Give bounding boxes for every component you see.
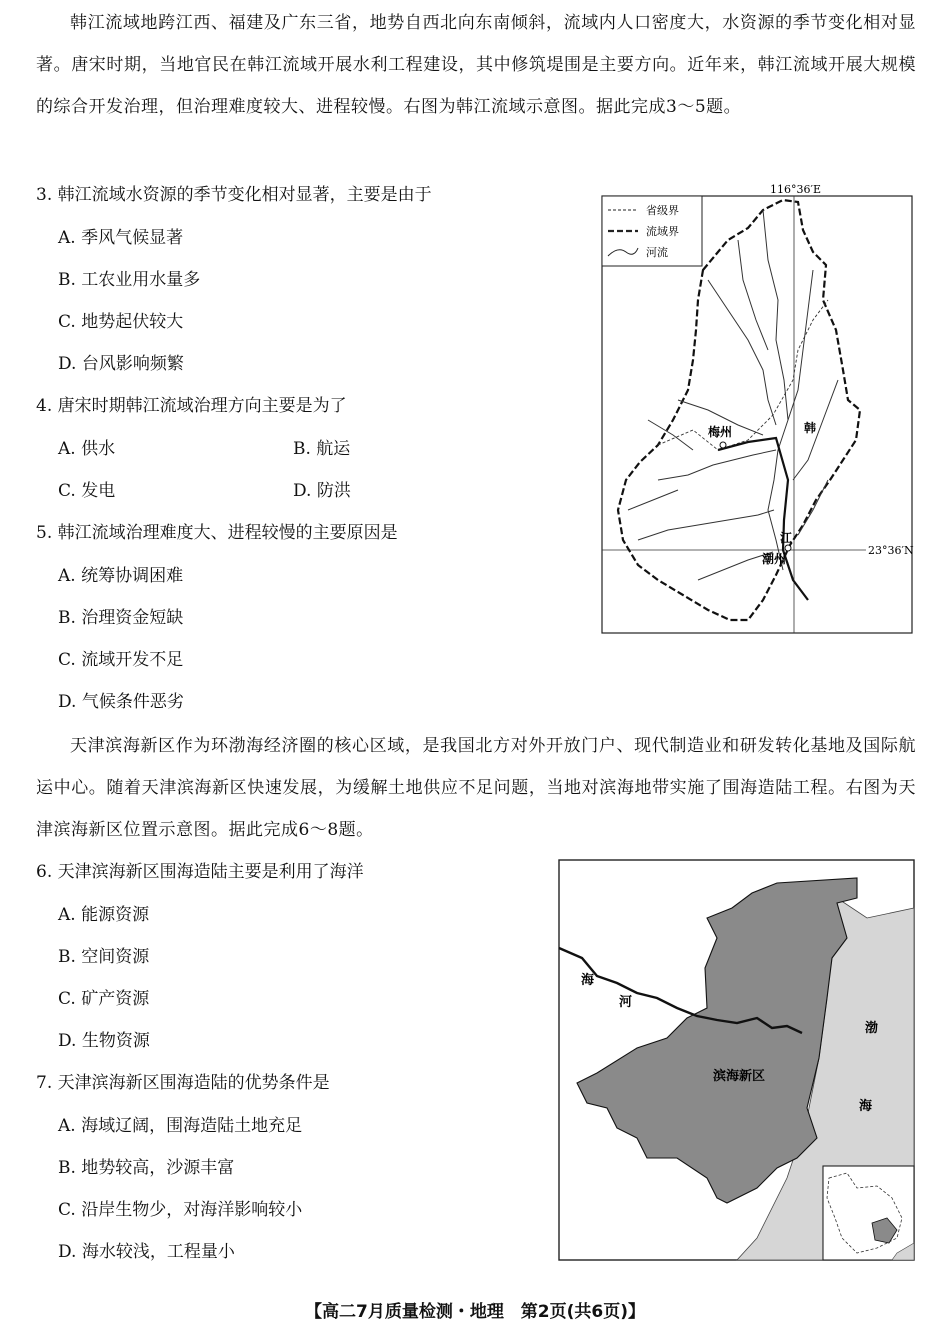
svg-text:流域界: 流域界 [646, 225, 679, 238]
river-label-jiang: 江 [780, 531, 793, 545]
question-3-option-b: B. 工农业用水量多 [58, 270, 201, 290]
page-footer: 【高二7月质量检测・地理 第2页(共6页)】 [304, 1302, 646, 1322]
svg-text:省级界: 省级界 [646, 204, 679, 217]
question-7-option-d: D. 海水较浅，工程量小 [58, 1242, 235, 1262]
question-5-option-d: D. 气候条件恶劣 [58, 692, 184, 712]
question-6-option-c: C. 矿产资源 [58, 989, 150, 1009]
sea-label-bo: 渤 [865, 1021, 879, 1036]
question-4-option-a: A. 供水 [58, 439, 116, 459]
question-6-option-d: D. 生物资源 [58, 1031, 150, 1051]
question-6-stem: 6. 天津滨海新区围海造陆主要是利用了海洋 [36, 862, 364, 882]
inset-map [823, 1166, 914, 1260]
question-6-option-b: B. 空间资源 [58, 947, 150, 967]
question-7-option-c: C. 沿岸生物少，对海洋影响较小 [58, 1200, 303, 1220]
question-7-option-a: A. 海域辽阔，围海造陆土地充足 [58, 1116, 303, 1136]
question-3-option-d: D. 台风影响频繁 [58, 354, 184, 374]
city-meizhou: 梅州 [708, 425, 733, 439]
svg-text:河流: 河流 [646, 246, 668, 259]
river-label-han: 韩 [804, 421, 817, 435]
city-chaozhou: 潮州 [762, 552, 787, 566]
question-4-option-d: D. 防洪 [293, 481, 351, 501]
question-5-option-a: A. 统筹协调困难 [58, 566, 184, 586]
passage-hanjiang: 韩江流域地跨江西、福建及广东三省，地势自西北向东南倾斜，流域内人口密度大，水资源的季节变化相对显著。唐宋时期，当地官民在韩江流域开展水利工程建设，其中修筑堤围是主要方向。近年来，韩江流域开展大规模的综合开发治理，但治理难度较大、进程较慢。右图为韩江流域示意图。据此完成3～5题。 [36, 13, 916, 117]
question-3-option-c: C. 地势起伏较大 [58, 312, 184, 332]
river-label-hai: 海 [581, 973, 595, 988]
question-5-option-c: C. 流域开发不足 [58, 650, 184, 670]
question-3-option-a: A. 季风气候显著 [58, 228, 184, 248]
sea-label-hai: 海 [859, 1099, 873, 1114]
question-6-option-a: A. 能源资源 [58, 905, 150, 925]
question-7-stem: 7. 天津滨海新区围海造陆的优势条件是 [36, 1073, 330, 1093]
question-4-stem: 4. 唐宋时期韩江流域治理方向主要是为了 [36, 396, 347, 416]
question-4-option-b: B. 航运 [293, 439, 351, 459]
binhai-location-map [557, 858, 917, 1264]
question-3-stem: 3. 韩江流域水资源的季节变化相对显著，主要是由于 [36, 185, 432, 205]
hanjiang-basin-map [598, 180, 916, 636]
question-4-option-c: C. 发电 [58, 481, 116, 501]
question-5-stem: 5. 韩江流域治理难度大、进程较慢的主要原因是 [36, 523, 398, 543]
longitude-label: 116°36′E [770, 183, 822, 196]
district-label: 滨海新区 [713, 1069, 766, 1084]
question-5-option-b: B. 治理资金短缺 [58, 608, 184, 628]
river-label-he: 河 [619, 995, 633, 1010]
passage-tianjin: 天津滨海新区作为环渤海经济圈的核心区域，是我国北方对外开放门户、现代制造业和研发转化基地及国际航运中心。随着天津滨海新区快速发展，为缓解土地供应不足问题，当地对滨海地带实施了围海造陆工程。右图为天津滨海新区位置示意图。据此完成6～8题。 [36, 736, 916, 840]
latitude-label: 23°36′N [868, 544, 914, 557]
question-7-option-b: B. 地势较高，沙源丰富 [58, 1158, 235, 1178]
